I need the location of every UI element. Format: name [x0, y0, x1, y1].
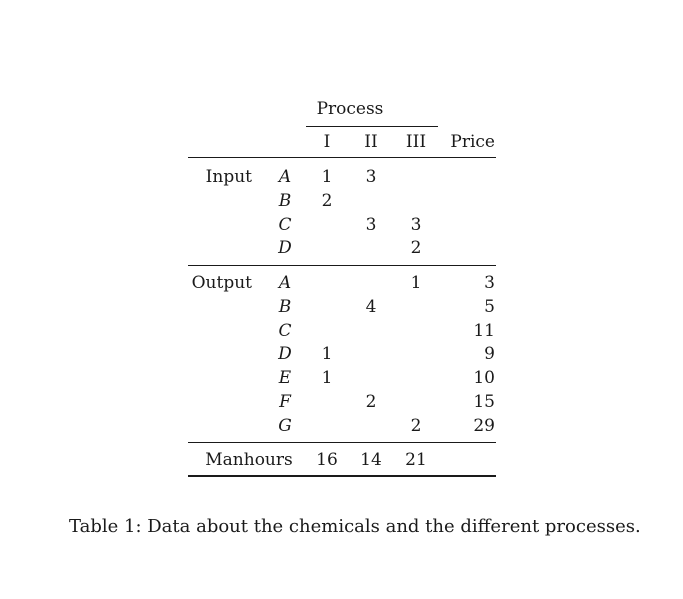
cell-value: 2 — [410, 238, 422, 259]
input_section-section-label: Input — [205, 167, 252, 187]
manhours-value: 16 — [316, 450, 338, 470]
cell-value: 3 — [365, 214, 377, 235]
cell-value: 3 — [365, 167, 377, 187]
cell-value: 3 — [410, 214, 422, 235]
chemical-label: C — [278, 214, 292, 235]
table-caption: Table 1: Data about the chemicals and the different processes. — [69, 516, 641, 537]
chemical-label: B — [278, 296, 292, 317]
chemical-label: C — [278, 320, 292, 341]
cell-value: 1 — [410, 273, 422, 293]
price-value: 15 — [473, 392, 495, 412]
price-value: 11 — [473, 320, 495, 341]
cell-value: 1 — [321, 344, 333, 365]
price-value: 29 — [473, 415, 495, 436]
bottom-rule — [188, 475, 496, 477]
column-header-i: I — [323, 132, 331, 152]
cell-value: 4 — [365, 296, 377, 317]
column-header-iii: III — [405, 132, 427, 152]
cell-value: 2 — [365, 392, 377, 412]
chemical-label: A — [278, 167, 292, 187]
manhours-rule — [188, 442, 496, 443]
cell-value: 1 — [321, 167, 333, 187]
column-header-ii: II — [364, 132, 378, 152]
output_section-section-label: Output — [191, 273, 252, 293]
chemical-label: G — [278, 415, 292, 436]
cell-value: 1 — [321, 368, 333, 389]
price-value: 5 — [484, 296, 495, 317]
section-rule — [188, 265, 496, 266]
cell-value: 2 — [410, 415, 422, 436]
cell-value: 2 — [321, 190, 333, 211]
price-value: 10 — [473, 368, 495, 389]
chemical-label: B — [278, 190, 292, 211]
price-value: 9 — [484, 344, 495, 365]
chemical-label: A — [278, 273, 292, 293]
process-header-rule — [306, 126, 438, 127]
price-value: 3 — [484, 273, 495, 293]
column-header-price: Price — [450, 132, 495, 152]
chemical-label: E — [278, 368, 292, 389]
manhours-value: 21 — [405, 450, 427, 470]
header-rule — [188, 157, 496, 158]
process-group-header: Process — [316, 99, 384, 119]
manhours-value: 14 — [360, 450, 382, 470]
chemical-label: D — [278, 344, 292, 365]
chemical-label: D — [278, 238, 292, 259]
chemical-label: F — [279, 392, 291, 412]
manhours-label: Manhours — [205, 450, 293, 470]
